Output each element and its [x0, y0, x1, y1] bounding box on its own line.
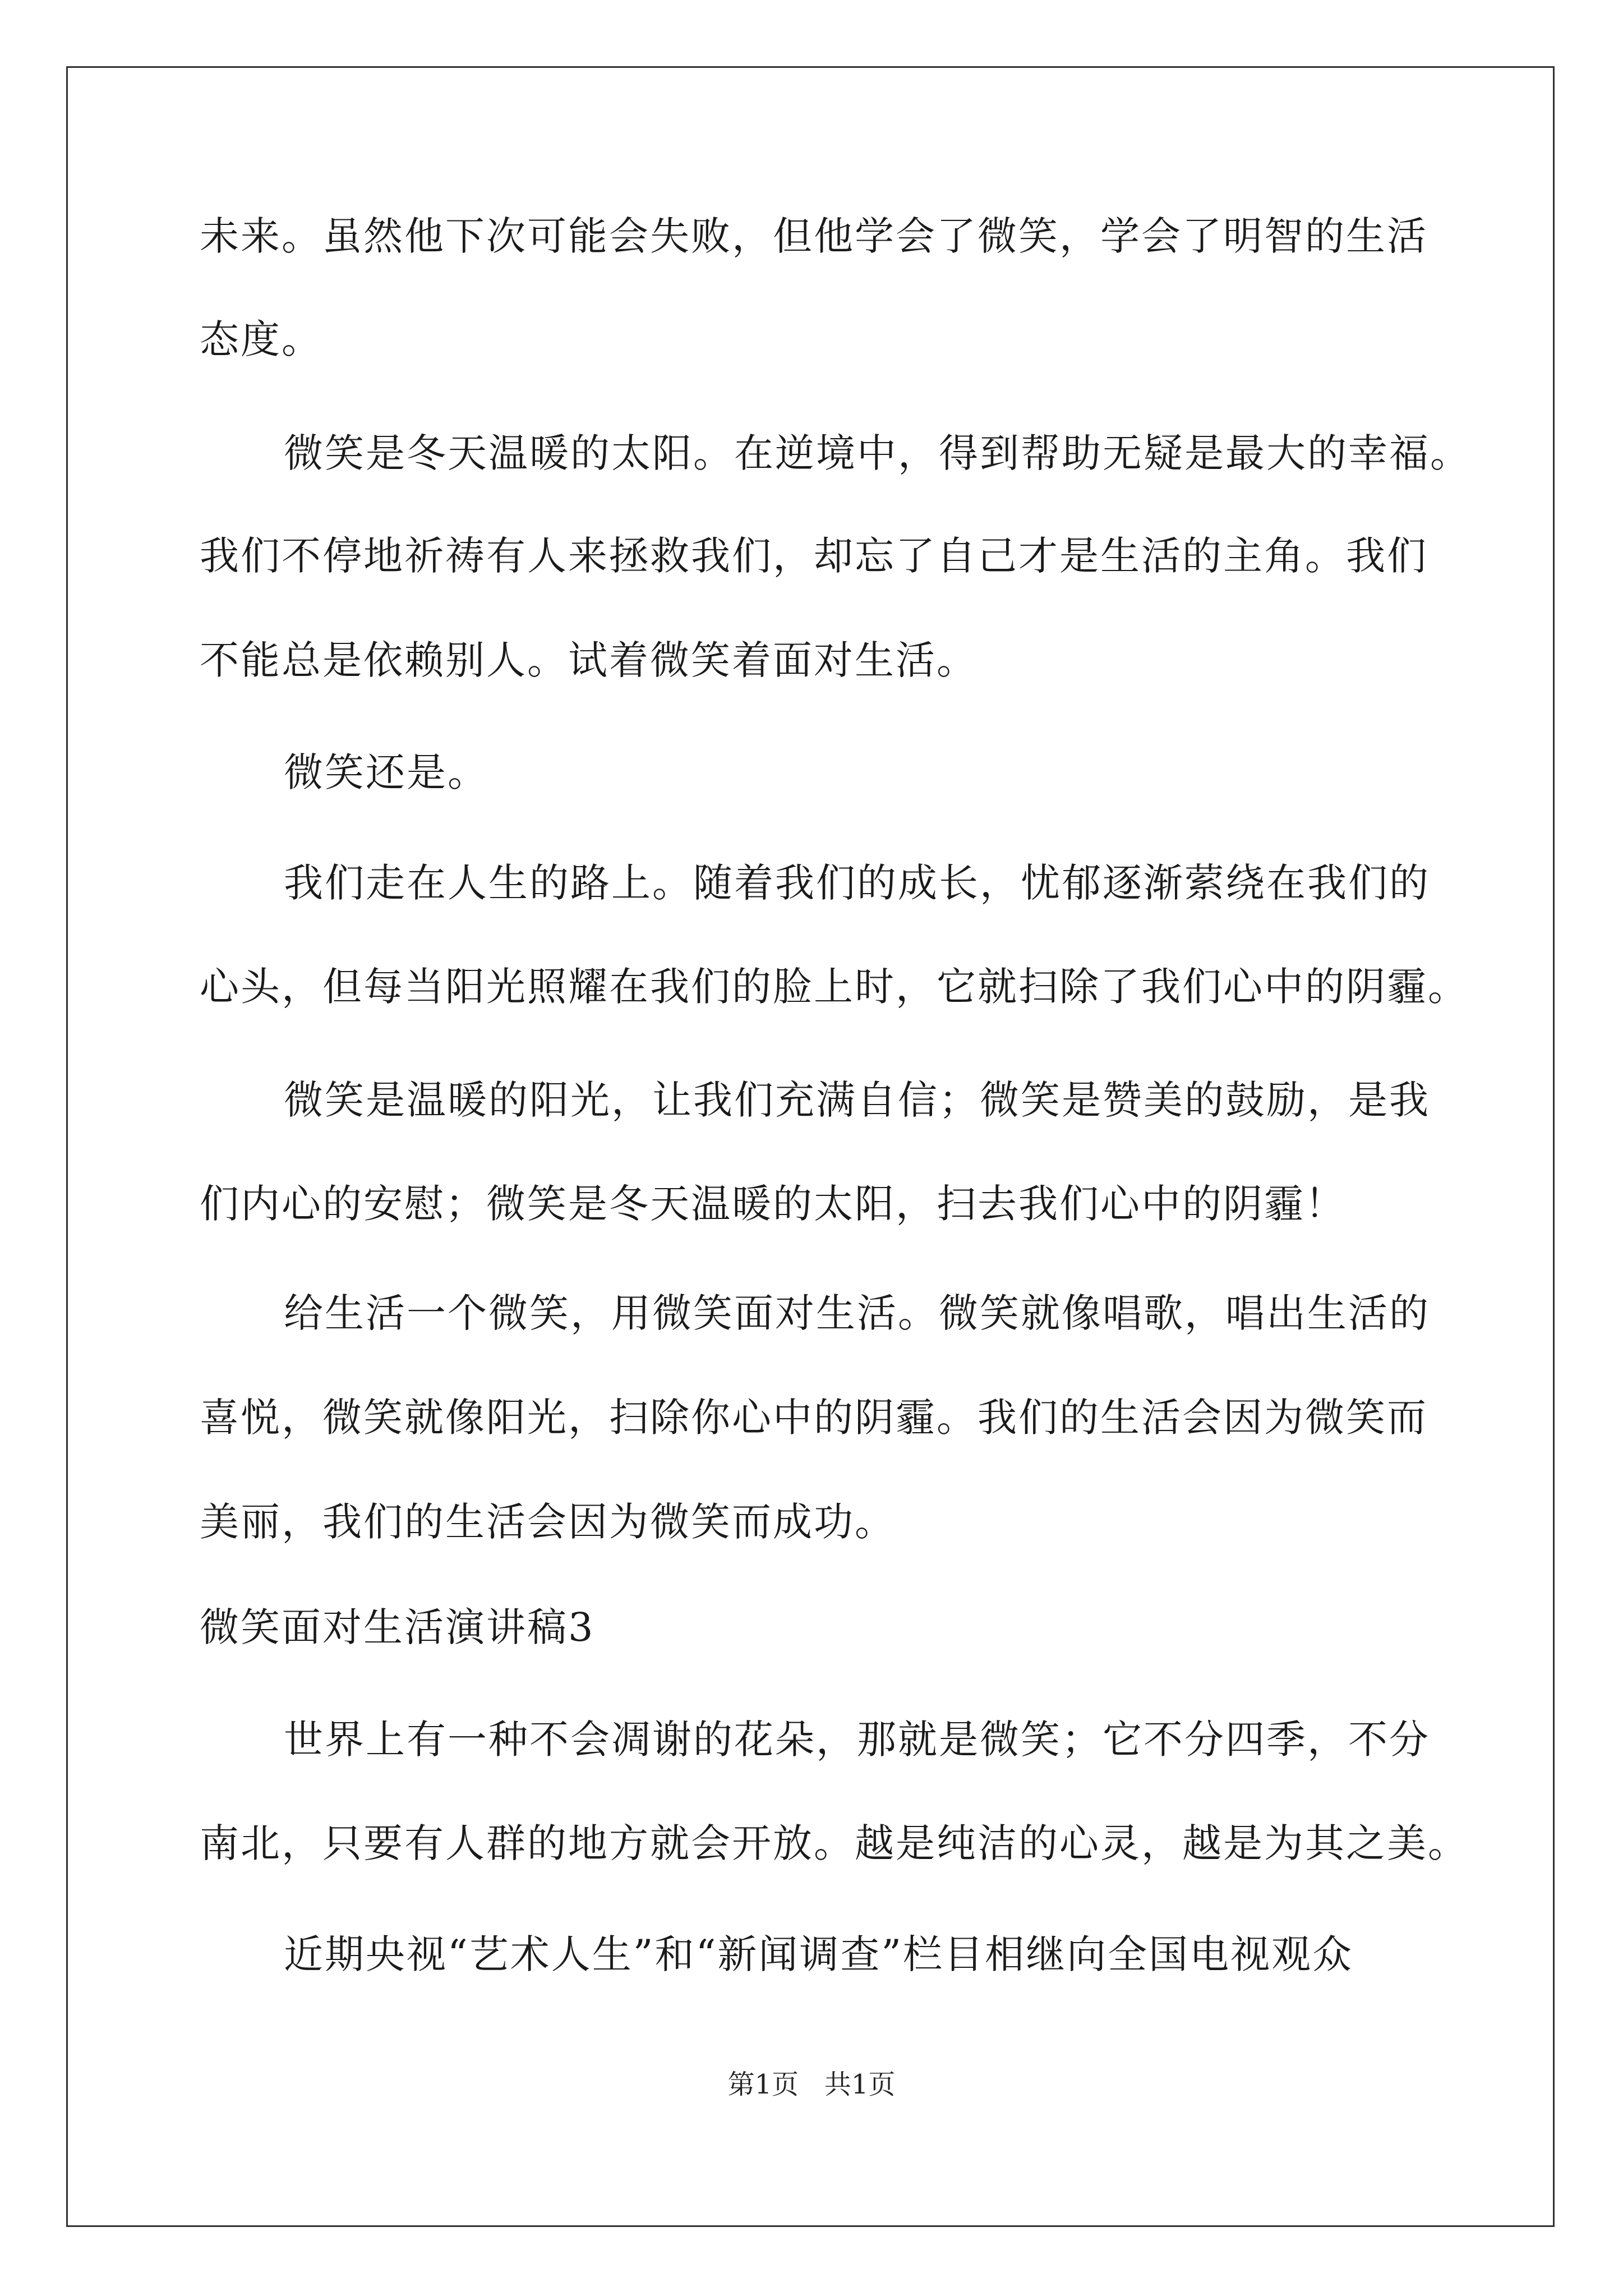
text-line: 美丽，我们的生活会因为微笑而成功。: [200, 1499, 896, 1545]
text-line: 不能总是依赖别人。试着微笑着面对生活。: [200, 637, 978, 683]
text-line: 心头，但每当阳光照耀在我们的脸上时，它就扫除了我们心中的阴霾。: [200, 964, 1469, 1010]
paragraph-start: 近期央视“艺术人生”和“新闻调查”栏目相继向全国电视观众: [284, 1931, 1354, 1977]
paragraph-start: 微笑还是。: [284, 749, 488, 795]
paragraph-start: 世界上有一种不会凋谢的花朵，那就是微笑；它不分四季，不分: [284, 1717, 1430, 1763]
text-line: 未来。虽然他下次可能会失败，但他学会了微笑，学会了明智的生活: [200, 213, 1428, 259]
section-heading: 微笑面对生活演讲稿3: [200, 1604, 595, 1650]
text-line: 们内心的安慰；微笑是冬天温暖的太阳，扫去我们心中的阴霾！: [200, 1181, 1346, 1227]
text-line: 我们不停地祈祷有人来拯救我们，却忘了自己才是生活的主角。我们: [200, 533, 1428, 579]
paragraph-start: 微笑是温暖的阳光，让我们充满自信；微笑是赞美的鼓励，是我: [284, 1077, 1430, 1123]
paragraph-start: 我们走在人生的路上。随着我们的成长，忧郁逐渐萦绕在我们的: [284, 860, 1430, 906]
text-line: 南北，只要有人群的地方就会开放。越是纯洁的心灵，越是为其之美。: [200, 1820, 1469, 1866]
text-line: 态度。: [200, 316, 322, 362]
paragraph-start: 给生活一个微笑，用微笑面对生活。微笑就像唱歌，唱出生活的: [284, 1290, 1430, 1336]
page-border: [66, 66, 1555, 2227]
text-line: 喜悦，微笑就像阳光，扫除你心中的阴霾。我们的生活会因为微笑而: [200, 1395, 1428, 1441]
page-footer: 第1页 共1页: [727, 2069, 896, 2100]
paragraph-start: 微笑是冬天温暖的太阳。在逆境中，得到帮助无疑是最大的幸福。: [284, 430, 1471, 476]
